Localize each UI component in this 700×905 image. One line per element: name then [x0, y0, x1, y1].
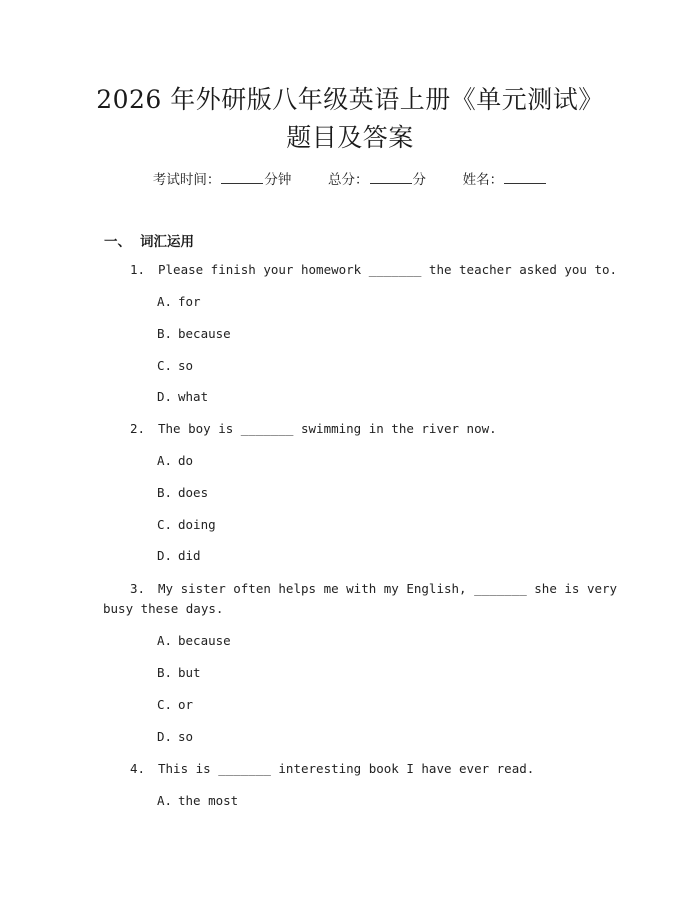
option-text: or [178, 697, 194, 712]
option-letter: C. [157, 358, 173, 373]
answer-option [157, 792, 238, 810]
answer-option [157, 728, 193, 746]
question-stem [130, 420, 497, 438]
option-text: so [178, 358, 194, 373]
option-text: do [178, 453, 194, 468]
question-stem [130, 261, 617, 279]
option-letter: C. [157, 697, 173, 712]
option-letter: A. [157, 294, 173, 309]
exam-time-field [153, 168, 292, 188]
question-number: 3. [130, 581, 146, 596]
option-text: doing [178, 517, 216, 532]
document-title-line-2: 题目及答案 [286, 123, 414, 152]
section-title: 词汇运用 [140, 234, 194, 250]
option-text: because [178, 326, 231, 341]
option-text: the most [178, 793, 239, 808]
question-stem [130, 760, 534, 778]
option-text: did [178, 548, 201, 563]
question-text: The boy is _______ swimming in the river now. [158, 421, 497, 436]
option-letter: A. [157, 793, 173, 808]
option-letter: B. [157, 485, 173, 500]
option-letter: D. [157, 729, 173, 744]
answer-option [157, 325, 231, 343]
total-score-unit: 分 [412, 172, 426, 188]
student-name-blank [504, 171, 546, 184]
option-text: so [178, 729, 194, 744]
answer-option [157, 664, 201, 682]
question-stem [130, 580, 617, 598]
answer-option [157, 452, 193, 470]
option-text: what [178, 389, 209, 404]
option-letter: B. [157, 326, 173, 341]
student-name-label: 姓名： [462, 172, 504, 188]
total-score-label: 总分： [328, 172, 369, 188]
answer-option [157, 516, 216, 534]
question-number: 2. [130, 421, 146, 436]
question-number: 1. [130, 262, 146, 277]
option-text: but [178, 665, 201, 680]
exam-time-unit: 分钟 [264, 172, 292, 188]
option-letter: D. [157, 389, 173, 404]
answer-option [157, 388, 208, 406]
answer-option [157, 547, 201, 565]
answer-option [157, 632, 231, 650]
exam-info-line [0, 168, 700, 188]
option-letter: A. [157, 633, 173, 648]
option-letter: D. [157, 548, 173, 563]
option-text: for [178, 294, 201, 309]
option-text: because [178, 633, 231, 648]
answer-option [157, 293, 201, 311]
question-text: Please finish your homework _______ the teacher asked you to. [158, 262, 618, 277]
answer-option [157, 484, 208, 502]
total-score-blank [370, 171, 412, 184]
question-text: My sister often helps me with my English, _______ she is very [158, 581, 618, 596]
question-number: 4. [130, 761, 146, 776]
option-letter: B. [157, 665, 173, 680]
answer-option [157, 357, 193, 375]
document-title-line-1: 2026 年外研版八年级英语上册《单元测试》 [96, 85, 604, 114]
exam-time-label: 考试时间： [152, 172, 221, 188]
student-name-field [463, 168, 548, 188]
total-score-field [328, 168, 426, 188]
exam-time-blank [221, 171, 263, 184]
question-text: This is _______ interesting book I have ever read. [158, 761, 535, 776]
option-letter: C. [157, 517, 173, 532]
section-heading [104, 230, 194, 250]
question-text-continuation: busy these days. [103, 601, 224, 616]
option-letter: A. [157, 453, 173, 468]
answer-option [157, 696, 193, 714]
section-number: 一、 [104, 234, 131, 250]
option-text: does [178, 485, 209, 500]
